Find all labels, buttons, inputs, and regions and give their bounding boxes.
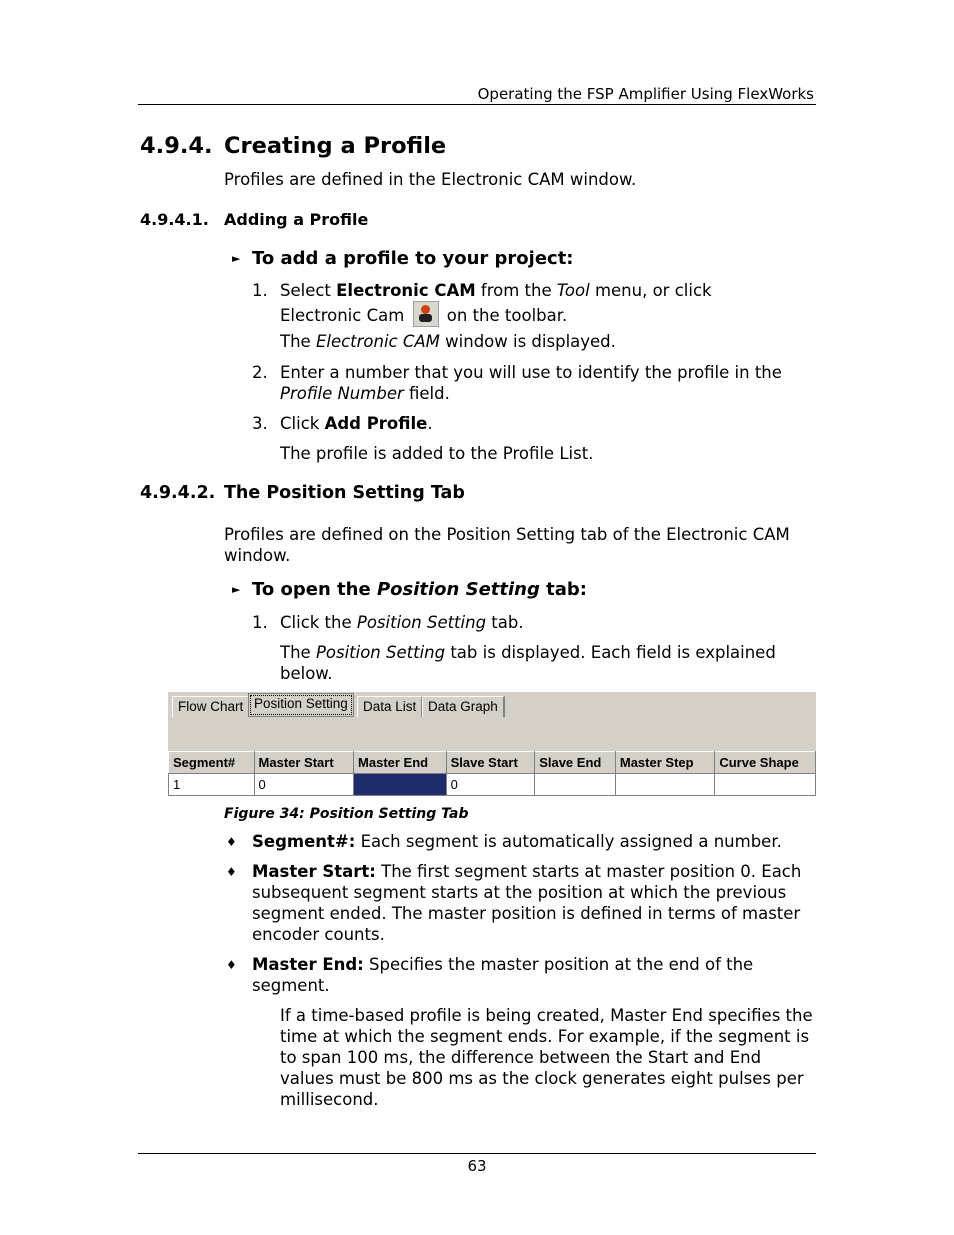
step-1: 1. Select Electronic CAM from the Tool menu, or click Electronic Cam on the toolbar. (252, 281, 712, 325)
tab-flow-chart[interactable]: Flow Chart (172, 696, 250, 717)
diamond-bullet-icon: ♦ (226, 958, 237, 972)
triangle-right-icon: ► (232, 583, 241, 596)
figure-caption: Figure 34: Position Setting Tab (224, 806, 469, 822)
column-header[interactable]: Slave Start (446, 752, 535, 774)
section-heading (140, 132, 446, 160)
subsection-title: Adding a Profile (224, 210, 369, 229)
subsection-intro: Profiles are defined on the Position Setting tab of the Electronic CAM window. (224, 525, 790, 565)
grid-cell[interactable] (715, 774, 816, 796)
tab-data-graph[interactable]: Data Graph (422, 696, 505, 717)
procedure-heading-open: ► To open the Position Setting tab: (232, 579, 587, 600)
table-row (169, 774, 816, 796)
footer-rule (138, 1153, 816, 1154)
section-intro: Profiles are defined in the Electronic CAM window. (224, 170, 637, 189)
column-header[interactable]: Curve Shape (715, 752, 816, 774)
subsection-heading-adding (140, 209, 368, 230)
step-2: 2. Enter a number that you will use to identify the profile in the Profile Number field. (252, 363, 782, 403)
diamond-bullet-icon: ♦ (226, 835, 237, 849)
running-header: Operating the FSP Amplifier Using FlexWorks (477, 85, 814, 103)
page-number: 63 (467, 1157, 487, 1175)
bullet-master-end: ♦ Master End: Specifies the master position at the end of the segment. (226, 955, 754, 995)
column-header[interactable]: Master Step (615, 752, 714, 774)
step-3: 3. Click Add Profile. (252, 414, 433, 433)
grid-cell[interactable]: 1 (169, 774, 255, 796)
section-number: 4.9.4. (140, 133, 213, 159)
segment-grid (168, 751, 816, 796)
open-step-1-result: The Position Setting tab is displayed. Each field is explained below. (280, 643, 776, 683)
position-setting-screenshot (168, 692, 816, 796)
grid-cell[interactable] (615, 774, 714, 796)
grid-header-row (169, 752, 816, 774)
column-header[interactable]: Master Start (254, 752, 354, 774)
step-3-result: The profile is added to the Profile List. (280, 444, 594, 463)
grid-cell-selected[interactable] (354, 774, 447, 796)
tab-position-setting[interactable]: Position Setting (248, 693, 354, 717)
column-header[interactable]: Segment# (169, 752, 255, 774)
grid-cell[interactable] (535, 774, 616, 796)
step-1-result: The Electronic CAM window is displayed. (280, 332, 616, 351)
subsection-number: 4.9.4.1. (140, 210, 209, 229)
grid-cell[interactable]: 0 (254, 774, 354, 796)
bullet-segment: ♦ Segment#: Each segment is automatically assigned a number. (226, 832, 782, 851)
procedure-heading-add: ► To add a profile to your project: (232, 248, 574, 269)
diamond-bullet-icon: ♦ (226, 865, 237, 879)
column-header[interactable]: Slave End (535, 752, 616, 774)
header-rule (138, 104, 816, 105)
column-header[interactable]: Master End (354, 752, 447, 774)
triangle-right-icon: ► (232, 252, 241, 265)
open-step-1: 1. Click the Position Setting tab. (252, 613, 524, 632)
grid-cell[interactable]: 0 (446, 774, 535, 796)
section-title: Creating a Profile (224, 133, 447, 159)
electronic-cam-icon (413, 301, 439, 327)
tab-strip (168, 692, 816, 718)
subsection-heading-position-setting: 4.9.4.2. The Position Setting Tab (140, 483, 465, 503)
tab-data-list[interactable]: Data List (357, 696, 423, 717)
master-end-note: If a time-based profile is being created, Master End specifies the time at which the segment ends. For example, if the segment is to span 100 ms, the difference between the Start and End values must be 800 ms as the clock generates eight pulses per millisecond. (280, 1006, 813, 1109)
bullet-master-start: ♦ Master Start: The first segment starts at master position 0. Each subsequent segment starts at the position at which the previous segment ended. The master position is defined in terms of master encoder counts. (226, 862, 802, 944)
